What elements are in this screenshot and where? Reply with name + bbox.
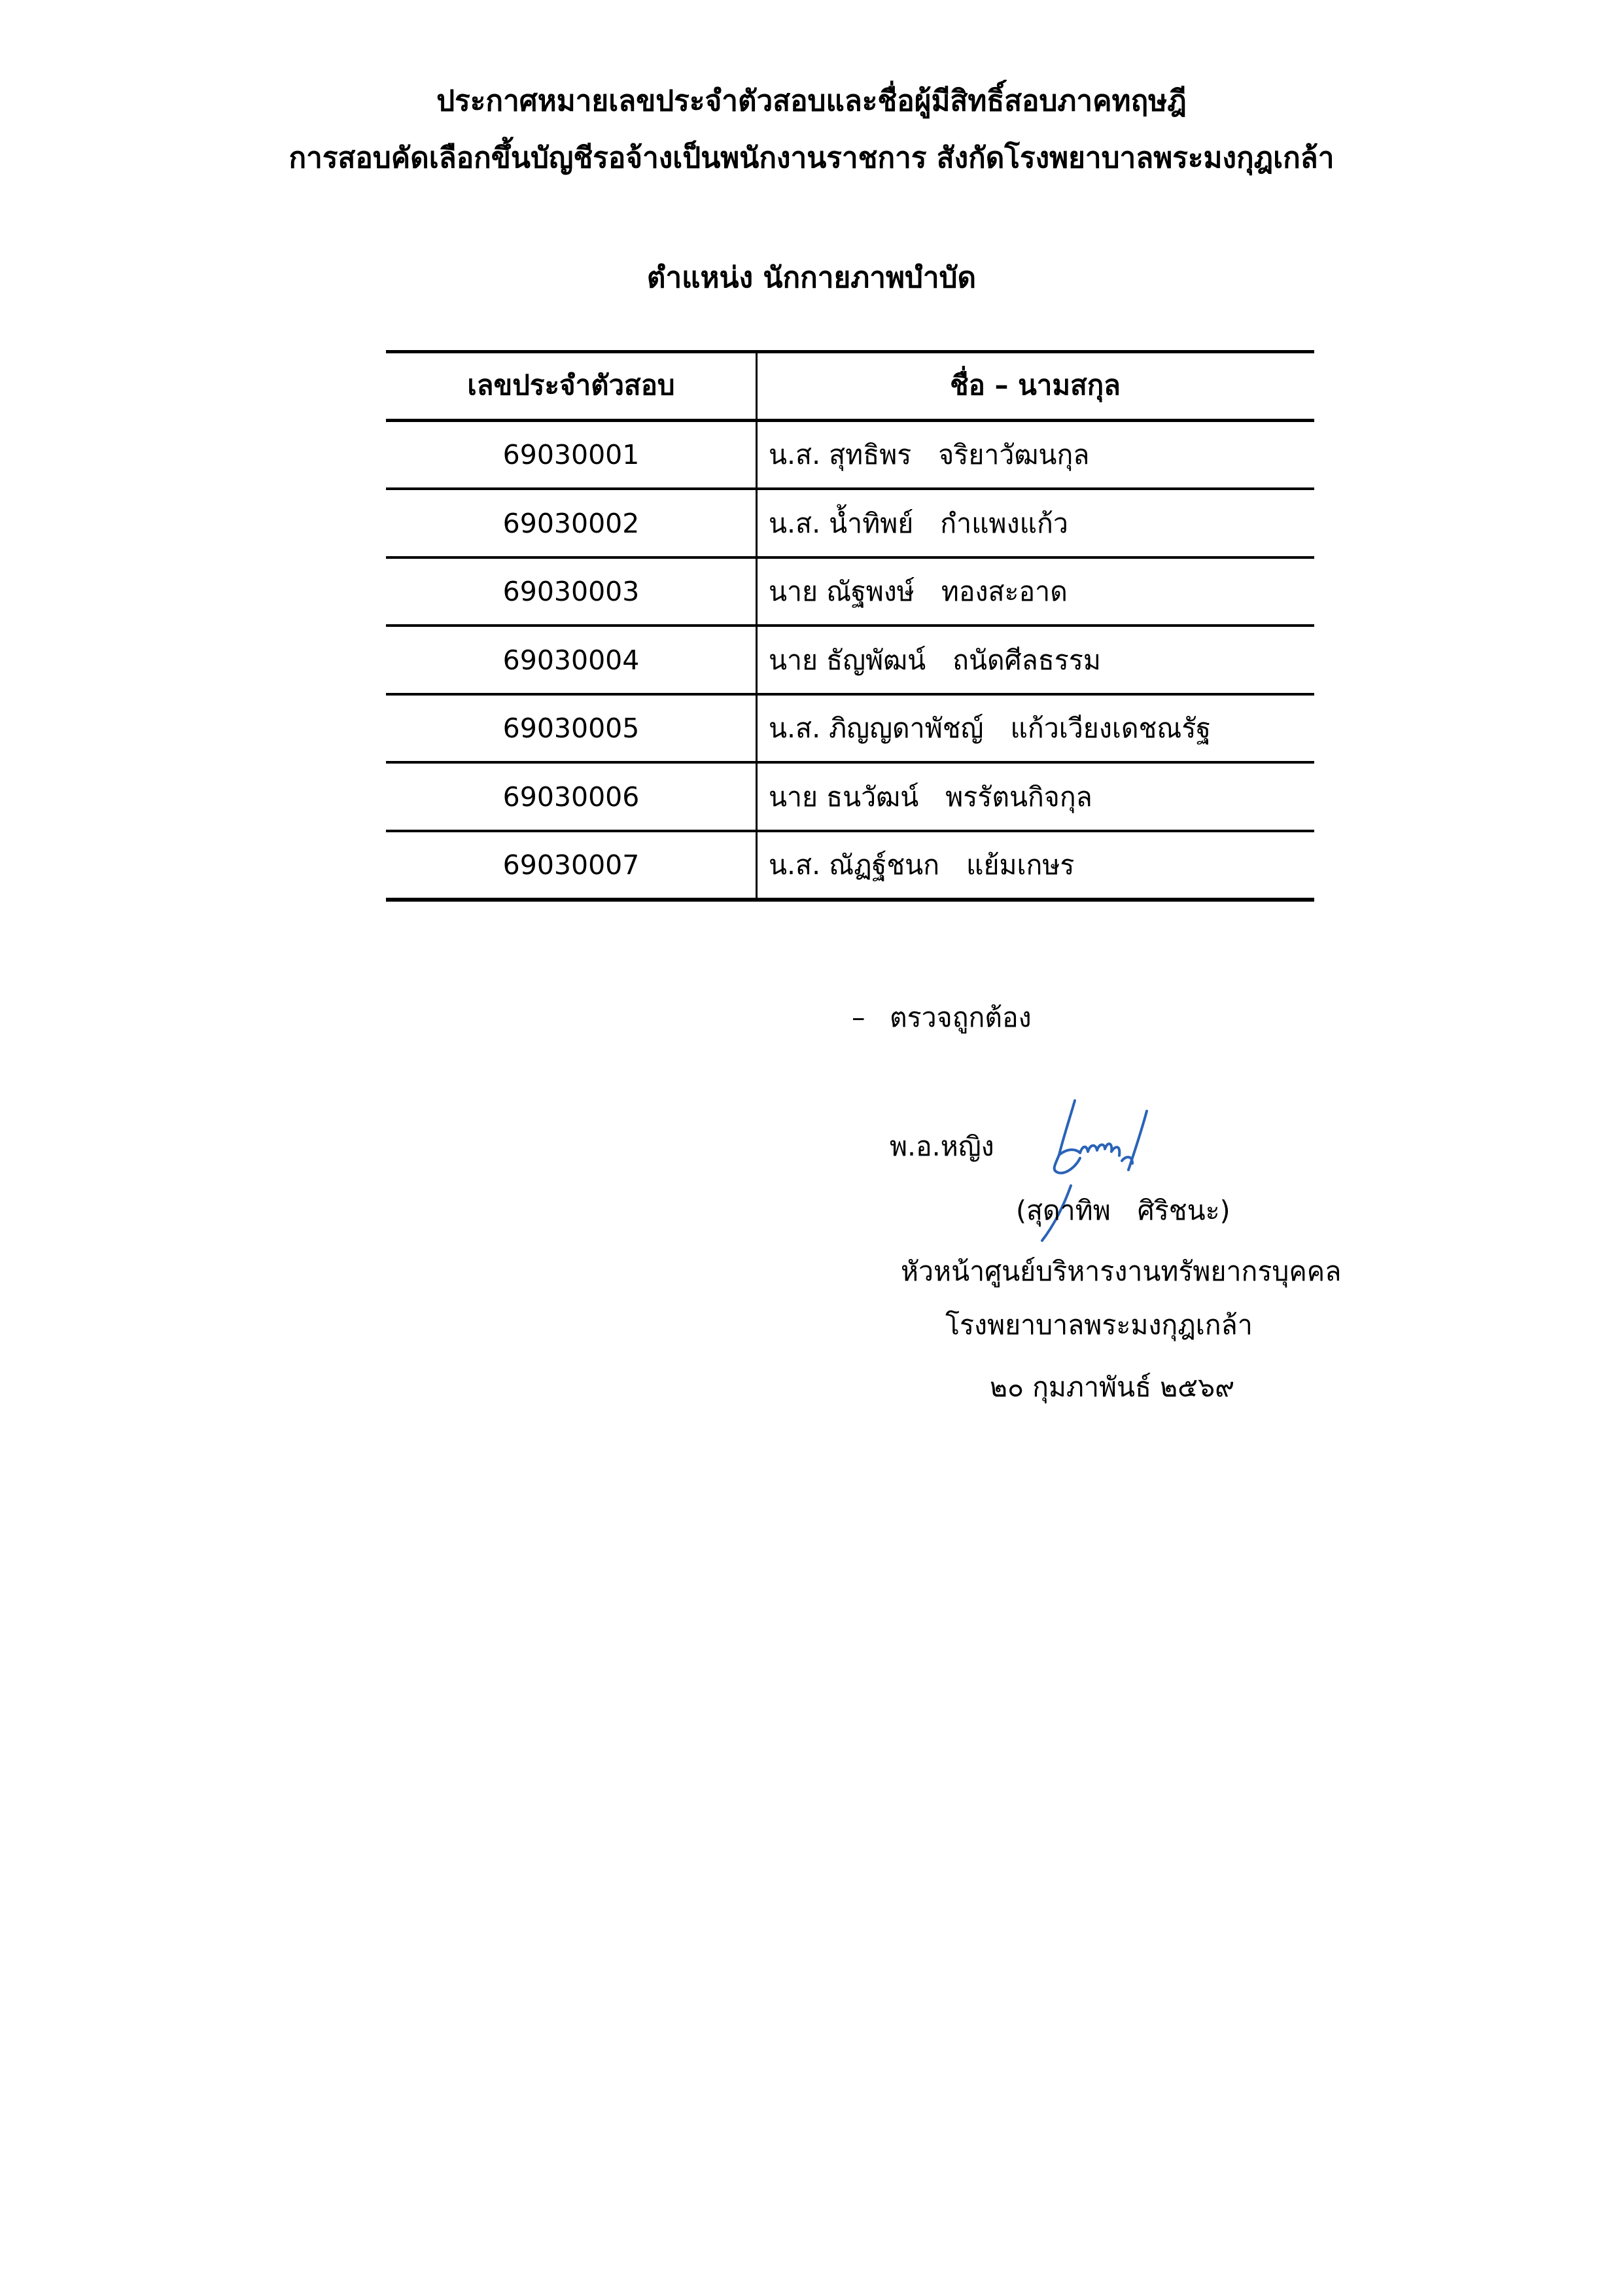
exam-id-cell: 69030002 (502, 508, 640, 539)
name-cell: น.ส. สุทธิพร จริยาวัฒนกุล (769, 439, 1090, 470)
exam-id-cell: 69030001 (502, 439, 640, 470)
exam-id-cell: 69030006 (502, 781, 640, 813)
signer-rank: พ.อ.หญิง (890, 1131, 994, 1162)
name-cell: นาย ธัญพัฒน์ ถนัดศีลธรรม (769, 645, 1101, 676)
signer-name: (สุดาทิพ ศิริชนะ) (1016, 1195, 1230, 1226)
verified-label: ตรวจถูกต้อง (890, 1002, 1032, 1033)
exam-id-cell: 69030003 (502, 576, 640, 607)
title-line-2: การสอบคัดเลือกขึ้นบัญชีรอจ้างเป็นพนักงานราชการ สังกัดโรงพยาบาลพระมงกุฎเกล้า (288, 141, 1335, 175)
title-line-1: ประกาศหมายเลขประจำตัวสอบและชื่อผู้มีสิทธิ์สอบภาคทฤษฎี (436, 84, 1187, 118)
name-cell: น.ส. ณัฏฐ์ชนก แย้มเกษร (769, 849, 1075, 881)
signer-organization: โรงพยาบาลพระมงกุฎเกล้า (945, 1309, 1253, 1341)
signer-role: หัวหน้าศูนย์บริหารงานทรัพยากรบุคคล (901, 1256, 1342, 1287)
verified-note (852, 999, 1032, 1036)
name-cell: น.ส. ภิญญดาพัชญ์ แก้วเวียงเดชณรัฐ (769, 713, 1211, 744)
column-header-name: ชื่อ – นามสกุล (950, 369, 1121, 401)
name-cell: น.ส. น้ำทิพย์ กำแพงแก้ว (769, 508, 1068, 539)
exam-id-cell: 69030007 (502, 849, 640, 881)
name-cell: นาย ธนวัฒน์ พรรัตนกิจกุล (769, 781, 1092, 813)
exam-id-cell: 69030004 (502, 645, 640, 676)
name-cell: นาย ณัฐพงษ์ ทองสะอาด (769, 576, 1068, 607)
position-heading: ตำแหน่ง นักกายภาพบำบัด (646, 261, 977, 294)
exam-id-cell: 69030005 (502, 713, 640, 744)
column-header-exam-id: เลขประจำตัวสอบ (467, 369, 675, 401)
document-date: ๒๐ กุมภาพันธ์ ๒๕๖๙ (990, 1371, 1235, 1403)
dash: – (852, 1002, 865, 1033)
